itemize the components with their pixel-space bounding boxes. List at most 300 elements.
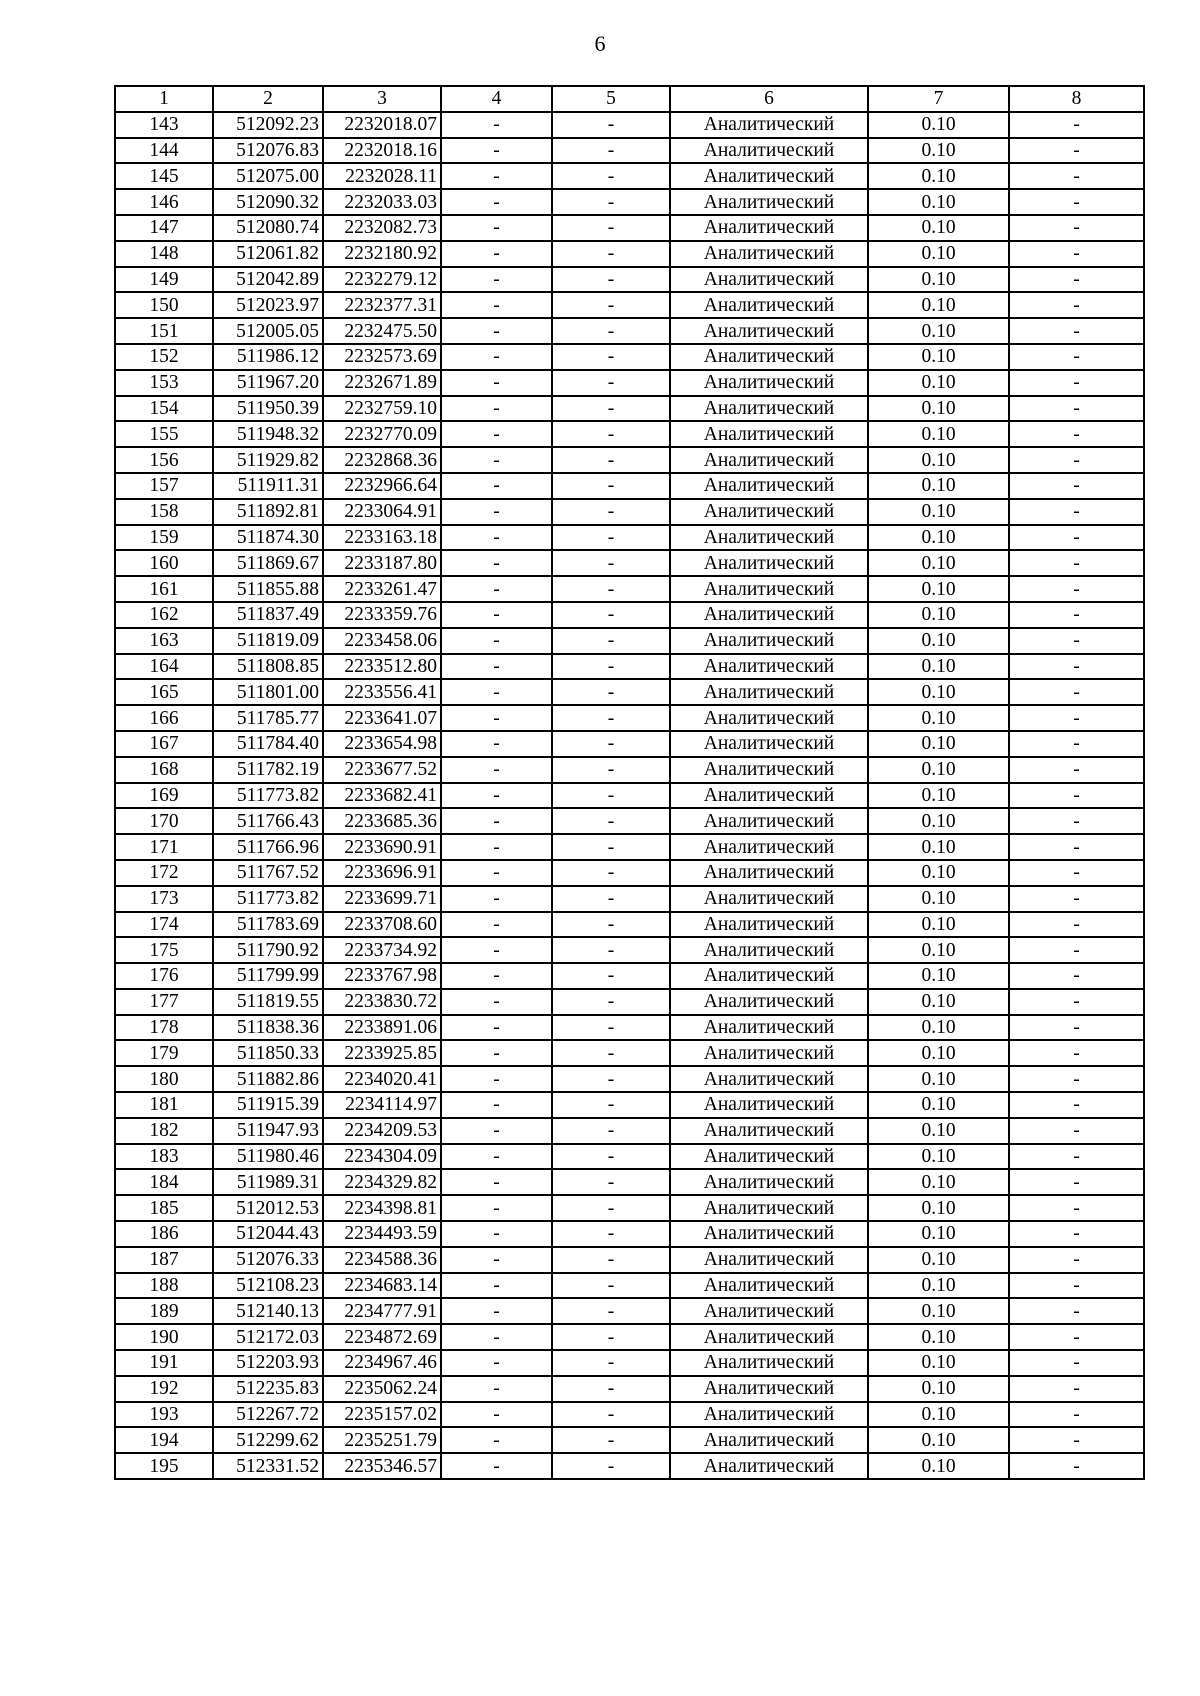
y-coordinate-cell: 2234588.36 xyxy=(323,1247,441,1273)
accuracy-cell: 0.10 xyxy=(868,963,1009,989)
x-coordinate-cell: 511784.40 xyxy=(213,731,323,757)
col5-cell: - xyxy=(552,1247,670,1273)
method-cell: Аналитический xyxy=(670,628,868,654)
table-row xyxy=(115,1144,1144,1170)
method-cell: Аналитический xyxy=(670,602,868,628)
method-cell: Аналитический xyxy=(670,963,868,989)
x-coordinate-cell: 511782.19 xyxy=(213,757,323,783)
table-row xyxy=(115,267,1144,293)
col8-cell: - xyxy=(1009,628,1144,654)
col8-cell: - xyxy=(1009,576,1144,602)
col8-cell: - xyxy=(1009,937,1144,963)
col8-cell: - xyxy=(1009,447,1144,473)
table-row xyxy=(115,808,1144,834)
table-row xyxy=(115,937,1144,963)
col5-cell: - xyxy=(552,654,670,680)
col5-cell: - xyxy=(552,1273,670,1299)
col5-cell: - xyxy=(552,163,670,189)
method-cell: Аналитический xyxy=(670,1221,868,1247)
col5-cell: - xyxy=(552,1066,670,1092)
y-coordinate-cell: 2232475.50 xyxy=(323,318,441,344)
table-row xyxy=(115,757,1144,783)
accuracy-cell: 0.10 xyxy=(868,447,1009,473)
y-coordinate-cell: 2232573.69 xyxy=(323,344,441,370)
col5-cell: - xyxy=(552,705,670,731)
point-number-cell: 181 xyxy=(115,1092,213,1118)
method-cell: Аналитический xyxy=(670,886,868,912)
col8-cell: - xyxy=(1009,163,1144,189)
col5-cell: - xyxy=(552,783,670,809)
col4-cell: - xyxy=(441,1118,552,1144)
method-cell: Аналитический xyxy=(670,654,868,680)
x-coordinate-cell: 512076.33 xyxy=(213,1247,323,1273)
table-row xyxy=(115,886,1144,912)
col8-cell: - xyxy=(1009,989,1144,1015)
col8-cell: - xyxy=(1009,112,1144,138)
col4-cell: - xyxy=(441,215,552,241)
x-coordinate-cell: 511850.33 xyxy=(213,1040,323,1066)
point-number-cell: 174 xyxy=(115,912,213,938)
col8-cell: - xyxy=(1009,1144,1144,1170)
x-coordinate-cell: 512172.03 xyxy=(213,1324,323,1350)
method-cell: Аналитический xyxy=(670,937,868,963)
method-cell: Аналитический xyxy=(670,679,868,705)
accuracy-cell: 0.10 xyxy=(868,1195,1009,1221)
y-coordinate-cell: 2234493.59 xyxy=(323,1221,441,1247)
col8-cell: - xyxy=(1009,834,1144,860)
col5-cell: - xyxy=(552,370,670,396)
method-cell: Аналитический xyxy=(670,1144,868,1170)
x-coordinate-cell: 511989.31 xyxy=(213,1169,323,1195)
method-cell: Аналитический xyxy=(670,163,868,189)
accuracy-cell: 0.10 xyxy=(868,292,1009,318)
col4-cell: - xyxy=(441,292,552,318)
accuracy-cell: 0.10 xyxy=(868,576,1009,602)
x-coordinate-cell: 511837.49 xyxy=(213,602,323,628)
x-coordinate-cell: 512080.74 xyxy=(213,215,323,241)
table-row xyxy=(115,912,1144,938)
x-coordinate-cell: 511929.82 xyxy=(213,447,323,473)
method-cell: Аналитический xyxy=(670,473,868,499)
y-coordinate-cell: 2233064.91 xyxy=(323,499,441,525)
accuracy-cell: 0.10 xyxy=(868,1298,1009,1324)
col8-cell: - xyxy=(1009,602,1144,628)
column-header: 3 xyxy=(323,86,441,112)
col8-cell: - xyxy=(1009,808,1144,834)
table-row xyxy=(115,1324,1144,1350)
point-number-cell: 169 xyxy=(115,783,213,809)
column-header: 8 xyxy=(1009,86,1144,112)
y-coordinate-cell: 2235346.57 xyxy=(323,1453,441,1479)
col4-cell: - xyxy=(441,576,552,602)
point-number-cell: 173 xyxy=(115,886,213,912)
col5-cell: - xyxy=(552,628,670,654)
x-coordinate-cell: 512267.72 xyxy=(213,1402,323,1428)
x-coordinate-cell: 512140.13 xyxy=(213,1298,323,1324)
col4-cell: - xyxy=(441,808,552,834)
point-number-cell: 159 xyxy=(115,525,213,551)
table-row xyxy=(115,1092,1144,1118)
point-number-cell: 185 xyxy=(115,1195,213,1221)
col5-cell: - xyxy=(552,1453,670,1479)
accuracy-cell: 0.10 xyxy=(868,1453,1009,1479)
column-header: 5 xyxy=(552,86,670,112)
point-number-cell: 182 xyxy=(115,1118,213,1144)
col5-cell: - xyxy=(552,241,670,267)
col5-cell: - xyxy=(552,860,670,886)
col4-cell: - xyxy=(441,344,552,370)
accuracy-cell: 0.10 xyxy=(868,241,1009,267)
point-number-cell: 165 xyxy=(115,679,213,705)
y-coordinate-cell: 2233690.91 xyxy=(323,834,441,860)
point-number-cell: 144 xyxy=(115,138,213,164)
accuracy-cell: 0.10 xyxy=(868,1169,1009,1195)
point-number-cell: 194 xyxy=(115,1427,213,1453)
table-row xyxy=(115,370,1144,396)
method-cell: Аналитический xyxy=(670,550,868,576)
x-coordinate-cell: 511950.39 xyxy=(213,396,323,422)
method-cell: Аналитический xyxy=(670,1427,868,1453)
col5-cell: - xyxy=(552,757,670,783)
accuracy-cell: 0.10 xyxy=(868,1221,1009,1247)
col4-cell: - xyxy=(441,731,552,757)
method-cell: Аналитический xyxy=(670,808,868,834)
table-row xyxy=(115,1169,1144,1195)
table-row xyxy=(115,189,1144,215)
col8-cell: - xyxy=(1009,318,1144,344)
col5-cell: - xyxy=(552,292,670,318)
table-row xyxy=(115,241,1144,267)
method-cell: Аналитический xyxy=(670,705,868,731)
y-coordinate-cell: 2232018.16 xyxy=(323,138,441,164)
col8-cell: - xyxy=(1009,550,1144,576)
y-coordinate-cell: 2232018.07 xyxy=(323,112,441,138)
y-coordinate-cell: 2233654.98 xyxy=(323,731,441,757)
method-cell: Аналитический xyxy=(670,1015,868,1041)
y-coordinate-cell: 2233734.92 xyxy=(323,937,441,963)
col8-cell: - xyxy=(1009,654,1144,680)
x-coordinate-cell: 512075.00 xyxy=(213,163,323,189)
y-coordinate-cell: 2234777.91 xyxy=(323,1298,441,1324)
col8-cell: - xyxy=(1009,499,1144,525)
accuracy-cell: 0.10 xyxy=(868,473,1009,499)
x-coordinate-cell: 511838.36 xyxy=(213,1015,323,1041)
table-row xyxy=(115,396,1144,422)
table-row xyxy=(115,731,1144,757)
point-number-cell: 183 xyxy=(115,1144,213,1170)
col4-cell: - xyxy=(441,1376,552,1402)
y-coordinate-cell: 2233891.06 xyxy=(323,1015,441,1041)
coordinates-table xyxy=(114,85,1145,1480)
col5-cell: - xyxy=(552,344,670,370)
col8-cell: - xyxy=(1009,267,1144,293)
method-cell: Аналитический xyxy=(670,344,868,370)
method-cell: Аналитический xyxy=(670,1092,868,1118)
col4-cell: - xyxy=(441,370,552,396)
accuracy-cell: 0.10 xyxy=(868,421,1009,447)
method-cell: Аналитический xyxy=(670,267,868,293)
method-cell: Аналитический xyxy=(670,318,868,344)
table-row xyxy=(115,344,1144,370)
method-cell: Аналитический xyxy=(670,447,868,473)
col8-cell: - xyxy=(1009,886,1144,912)
accuracy-cell: 0.10 xyxy=(868,679,1009,705)
point-number-cell: 195 xyxy=(115,1453,213,1479)
accuracy-cell: 0.10 xyxy=(868,628,1009,654)
accuracy-cell: 0.10 xyxy=(868,215,1009,241)
method-cell: Аналитический xyxy=(670,731,868,757)
table-row xyxy=(115,602,1144,628)
x-coordinate-cell: 512012.53 xyxy=(213,1195,323,1221)
point-number-cell: 191 xyxy=(115,1350,213,1376)
col4-cell: - xyxy=(441,1221,552,1247)
accuracy-cell: 0.10 xyxy=(868,783,1009,809)
point-number-cell: 164 xyxy=(115,654,213,680)
col8-cell: - xyxy=(1009,215,1144,241)
y-coordinate-cell: 2233187.80 xyxy=(323,550,441,576)
accuracy-cell: 0.10 xyxy=(868,1247,1009,1273)
table-row xyxy=(115,1350,1144,1376)
y-coordinate-cell: 2233685.36 xyxy=(323,808,441,834)
accuracy-cell: 0.10 xyxy=(868,731,1009,757)
point-number-cell: 161 xyxy=(115,576,213,602)
col4-cell: - xyxy=(441,1298,552,1324)
method-cell: Аналитический xyxy=(670,1273,868,1299)
col4-cell: - xyxy=(441,1324,552,1350)
table-body xyxy=(115,112,1144,1479)
y-coordinate-cell: 2234398.81 xyxy=(323,1195,441,1221)
column-header: 2 xyxy=(213,86,323,112)
table-row xyxy=(115,499,1144,525)
method-cell: Аналитический xyxy=(670,1169,868,1195)
col4-cell: - xyxy=(441,163,552,189)
point-number-cell: 168 xyxy=(115,757,213,783)
col4-cell: - xyxy=(441,1350,552,1376)
point-number-cell: 186 xyxy=(115,1221,213,1247)
x-coordinate-cell: 512203.93 xyxy=(213,1350,323,1376)
col5-cell: - xyxy=(552,912,670,938)
accuracy-cell: 0.10 xyxy=(868,344,1009,370)
accuracy-cell: 0.10 xyxy=(868,1376,1009,1402)
col8-cell: - xyxy=(1009,370,1144,396)
col5-cell: - xyxy=(552,421,670,447)
point-number-cell: 178 xyxy=(115,1015,213,1041)
col5-cell: - xyxy=(552,1402,670,1428)
point-number-cell: 188 xyxy=(115,1273,213,1299)
x-coordinate-cell: 511882.86 xyxy=(213,1066,323,1092)
col5-cell: - xyxy=(552,1427,670,1453)
method-cell: Аналитический xyxy=(670,1066,868,1092)
method-cell: Аналитический xyxy=(670,370,868,396)
col5-cell: - xyxy=(552,1298,670,1324)
col5-cell: - xyxy=(552,602,670,628)
col8-cell: - xyxy=(1009,860,1144,886)
accuracy-cell: 0.10 xyxy=(868,370,1009,396)
accuracy-cell: 0.10 xyxy=(868,808,1009,834)
col5-cell: - xyxy=(552,1118,670,1144)
accuracy-cell: 0.10 xyxy=(868,860,1009,886)
col4-cell: - xyxy=(441,1015,552,1041)
method-cell: Аналитический xyxy=(670,1118,868,1144)
column-header: 4 xyxy=(441,86,552,112)
col5-cell: - xyxy=(552,679,670,705)
accuracy-cell: 0.10 xyxy=(868,757,1009,783)
col4-cell: - xyxy=(441,1247,552,1273)
point-number-cell: 148 xyxy=(115,241,213,267)
col5-cell: - xyxy=(552,731,670,757)
table-row xyxy=(115,654,1144,680)
x-coordinate-cell: 511785.77 xyxy=(213,705,323,731)
y-coordinate-cell: 2233458.06 xyxy=(323,628,441,654)
accuracy-cell: 0.10 xyxy=(868,396,1009,422)
table-row xyxy=(115,1015,1144,1041)
accuracy-cell: 0.10 xyxy=(868,1427,1009,1453)
x-coordinate-cell: 511948.32 xyxy=(213,421,323,447)
col8-cell: - xyxy=(1009,138,1144,164)
col5-cell: - xyxy=(552,138,670,164)
accuracy-cell: 0.10 xyxy=(868,1324,1009,1350)
table-row xyxy=(115,989,1144,1015)
accuracy-cell: 0.10 xyxy=(868,886,1009,912)
x-coordinate-cell: 511783.69 xyxy=(213,912,323,938)
col4-cell: - xyxy=(441,550,552,576)
point-number-cell: 145 xyxy=(115,163,213,189)
table-row xyxy=(115,112,1144,138)
col5-cell: - xyxy=(552,396,670,422)
x-coordinate-cell: 511967.20 xyxy=(213,370,323,396)
col4-cell: - xyxy=(441,1273,552,1299)
x-coordinate-cell: 511915.39 xyxy=(213,1092,323,1118)
y-coordinate-cell: 2233682.41 xyxy=(323,783,441,809)
col5-cell: - xyxy=(552,1324,670,1350)
col5-cell: - xyxy=(552,1221,670,1247)
x-coordinate-cell: 511799.99 xyxy=(213,963,323,989)
page-number: 6 xyxy=(594,31,606,56)
col5-cell: - xyxy=(552,318,670,344)
table-row xyxy=(115,163,1144,189)
col4-cell: - xyxy=(441,705,552,731)
method-cell: Аналитический xyxy=(670,1350,868,1376)
point-number-cell: 187 xyxy=(115,1247,213,1273)
col8-cell: - xyxy=(1009,421,1144,447)
accuracy-cell: 0.10 xyxy=(868,937,1009,963)
col5-cell: - xyxy=(552,112,670,138)
method-cell: Аналитический xyxy=(670,757,868,783)
accuracy-cell: 0.10 xyxy=(868,989,1009,1015)
accuracy-cell: 0.10 xyxy=(868,267,1009,293)
col8-cell: - xyxy=(1009,1376,1144,1402)
accuracy-cell: 0.10 xyxy=(868,1015,1009,1041)
point-number-cell: 156 xyxy=(115,447,213,473)
x-coordinate-cell: 512005.05 xyxy=(213,318,323,344)
x-coordinate-cell: 512108.23 xyxy=(213,1273,323,1299)
x-coordinate-cell: 511892.81 xyxy=(213,499,323,525)
y-coordinate-cell: 2233556.41 xyxy=(323,679,441,705)
table-row xyxy=(115,292,1144,318)
col4-cell: - xyxy=(441,679,552,705)
accuracy-cell: 0.10 xyxy=(868,112,1009,138)
x-coordinate-cell: 511874.30 xyxy=(213,525,323,551)
accuracy-cell: 0.10 xyxy=(868,189,1009,215)
y-coordinate-cell: 2232868.36 xyxy=(323,447,441,473)
method-cell: Аналитический xyxy=(670,396,868,422)
method-cell: Аналитический xyxy=(670,1376,868,1402)
table-row xyxy=(115,1402,1144,1428)
col4-cell: - xyxy=(441,473,552,499)
column-header: 7 xyxy=(868,86,1009,112)
col5-cell: - xyxy=(552,550,670,576)
method-cell: Аналитический xyxy=(670,1402,868,1428)
y-coordinate-cell: 2234209.53 xyxy=(323,1118,441,1144)
y-coordinate-cell: 2232671.89 xyxy=(323,370,441,396)
col5-cell: - xyxy=(552,447,670,473)
col4-cell: - xyxy=(441,189,552,215)
method-cell: Аналитический xyxy=(670,1453,868,1479)
col4-cell: - xyxy=(441,1169,552,1195)
method-cell: Аналитический xyxy=(670,1247,868,1273)
col4-cell: - xyxy=(441,318,552,344)
table-row xyxy=(115,447,1144,473)
table-row xyxy=(115,628,1144,654)
col5-cell: - xyxy=(552,267,670,293)
col8-cell: - xyxy=(1009,1350,1144,1376)
y-coordinate-cell: 2232028.11 xyxy=(323,163,441,189)
table-row xyxy=(115,421,1144,447)
x-coordinate-cell: 511808.85 xyxy=(213,654,323,680)
col5-cell: - xyxy=(552,1169,670,1195)
col8-cell: - xyxy=(1009,292,1144,318)
col4-cell: - xyxy=(441,138,552,164)
y-coordinate-cell: 2235062.24 xyxy=(323,1376,441,1402)
col5-cell: - xyxy=(552,963,670,989)
accuracy-cell: 0.10 xyxy=(868,525,1009,551)
col5-cell: - xyxy=(552,834,670,860)
column-header: 6 xyxy=(670,86,868,112)
table-row xyxy=(115,1195,1144,1221)
accuracy-cell: 0.10 xyxy=(868,834,1009,860)
col5-cell: - xyxy=(552,215,670,241)
col8-cell: - xyxy=(1009,396,1144,422)
table-row xyxy=(115,1221,1144,1247)
point-number-cell: 193 xyxy=(115,1402,213,1428)
x-coordinate-cell: 511947.93 xyxy=(213,1118,323,1144)
point-number-cell: 180 xyxy=(115,1066,213,1092)
x-coordinate-cell: 512076.83 xyxy=(213,138,323,164)
accuracy-cell: 0.10 xyxy=(868,318,1009,344)
point-number-cell: 157 xyxy=(115,473,213,499)
y-coordinate-cell: 2232033.03 xyxy=(323,189,441,215)
table-row xyxy=(115,783,1144,809)
y-coordinate-cell: 2233359.76 xyxy=(323,602,441,628)
table-row xyxy=(115,1247,1144,1273)
point-number-cell: 177 xyxy=(115,989,213,1015)
accuracy-cell: 0.10 xyxy=(868,1118,1009,1144)
point-number-cell: 163 xyxy=(115,628,213,654)
col4-cell: - xyxy=(441,447,552,473)
col4-cell: - xyxy=(441,1427,552,1453)
x-coordinate-cell: 512092.23 xyxy=(213,112,323,138)
method-cell: Аналитический xyxy=(670,292,868,318)
x-coordinate-cell: 512299.62 xyxy=(213,1427,323,1453)
accuracy-cell: 0.10 xyxy=(868,550,1009,576)
point-number-cell: 166 xyxy=(115,705,213,731)
y-coordinate-cell: 2232377.31 xyxy=(323,292,441,318)
col4-cell: - xyxy=(441,834,552,860)
table-row xyxy=(115,215,1144,241)
y-coordinate-cell: 2232279.12 xyxy=(323,267,441,293)
table-row xyxy=(115,1376,1144,1402)
point-number-cell: 179 xyxy=(115,1040,213,1066)
